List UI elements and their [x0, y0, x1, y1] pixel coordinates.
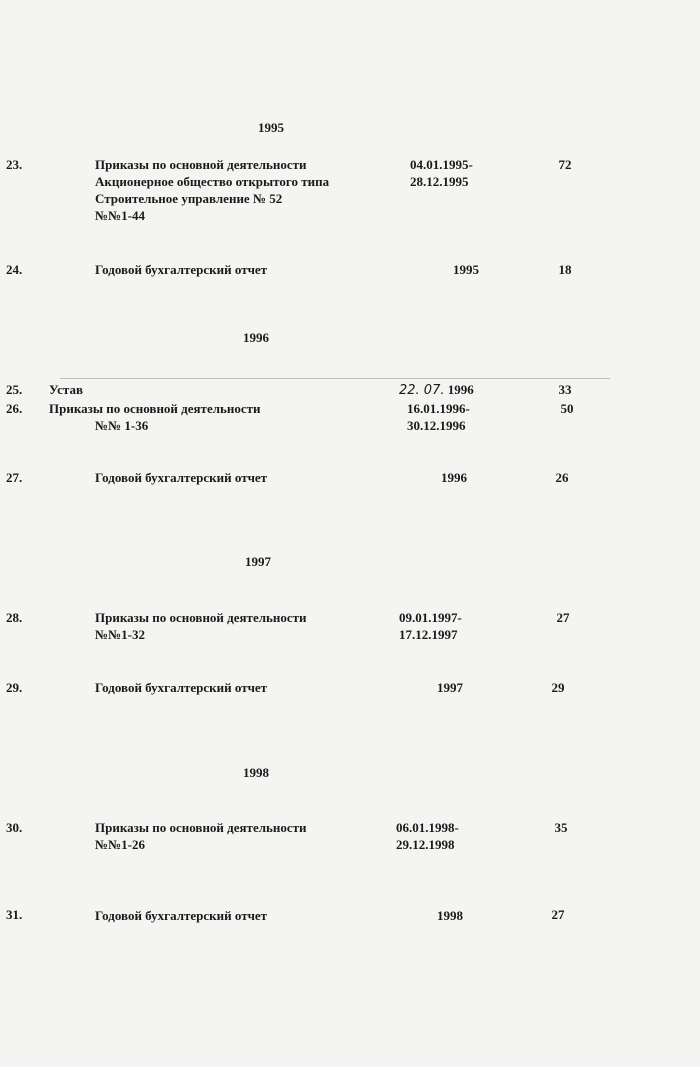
row-count: 72: [558, 157, 572, 172]
row-count: 26: [555, 470, 569, 485]
row-count: 50: [560, 401, 574, 416]
row-title: Приказы по основной деятельности №№ 1-36: [49, 401, 261, 433]
row-date: 1996: [441, 470, 467, 485]
row-number: 27.: [6, 470, 23, 485]
row-number: 30.: [6, 820, 23, 835]
row-number: 28.: [6, 610, 23, 625]
year-heading-1998: 1998: [243, 765, 269, 780]
year-heading-1997: 1997: [245, 554, 271, 569]
row-title: Приказы по основной деятельности №№1-26: [95, 820, 307, 852]
bleed-through-rule: [60, 378, 610, 379]
row-date: 16.01.1996- 30.12.1996: [407, 401, 470, 433]
year-heading-1995: 1995: [258, 120, 284, 135]
row-date: 22. 07. 1996: [399, 382, 474, 398]
row-number: 26.: [6, 401, 23, 416]
row-title: Устав: [49, 382, 83, 397]
row-date: 09.01.1997- 17.12.1997: [399, 610, 462, 642]
row-number: 24.: [6, 262, 23, 277]
year-heading-1996: 1996: [243, 330, 269, 345]
row-title: Годовой бухгалтерский отчет: [95, 680, 268, 695]
row-title: Приказы по основной деятельности №№1-32: [95, 610, 307, 642]
row-count: 35: [554, 820, 568, 835]
row-number: 29.: [6, 680, 23, 695]
row-count: 27: [556, 610, 570, 625]
row-date: 1997: [437, 680, 463, 695]
row-title: Годовой бухгалтерский отчет: [95, 470, 268, 485]
row-count: 18: [558, 262, 572, 277]
row-number: 31.: [6, 907, 23, 922]
row-count: 27: [551, 907, 565, 922]
row-title: Приказы по основной деятельности Акционерное общество открытого типа Строительное управление № 52 №№1-44: [95, 157, 330, 223]
row-title: Годовой бухгалтерский отчет: [95, 908, 268, 923]
row-date: 1995: [453, 262, 479, 277]
row-date: 06.01.1998- 29.12.1998: [396, 820, 459, 852]
row-title: Годовой бухгалтерский отчет: [95, 262, 268, 277]
row-count: 29: [551, 680, 565, 695]
row-number: 25.: [6, 382, 23, 397]
row-date: 1998: [437, 908, 463, 923]
row-date: 04.01.1995- 28.12.1995: [410, 157, 473, 189]
row-count: 33: [558, 382, 572, 397]
row-number: 23.: [6, 157, 23, 172]
